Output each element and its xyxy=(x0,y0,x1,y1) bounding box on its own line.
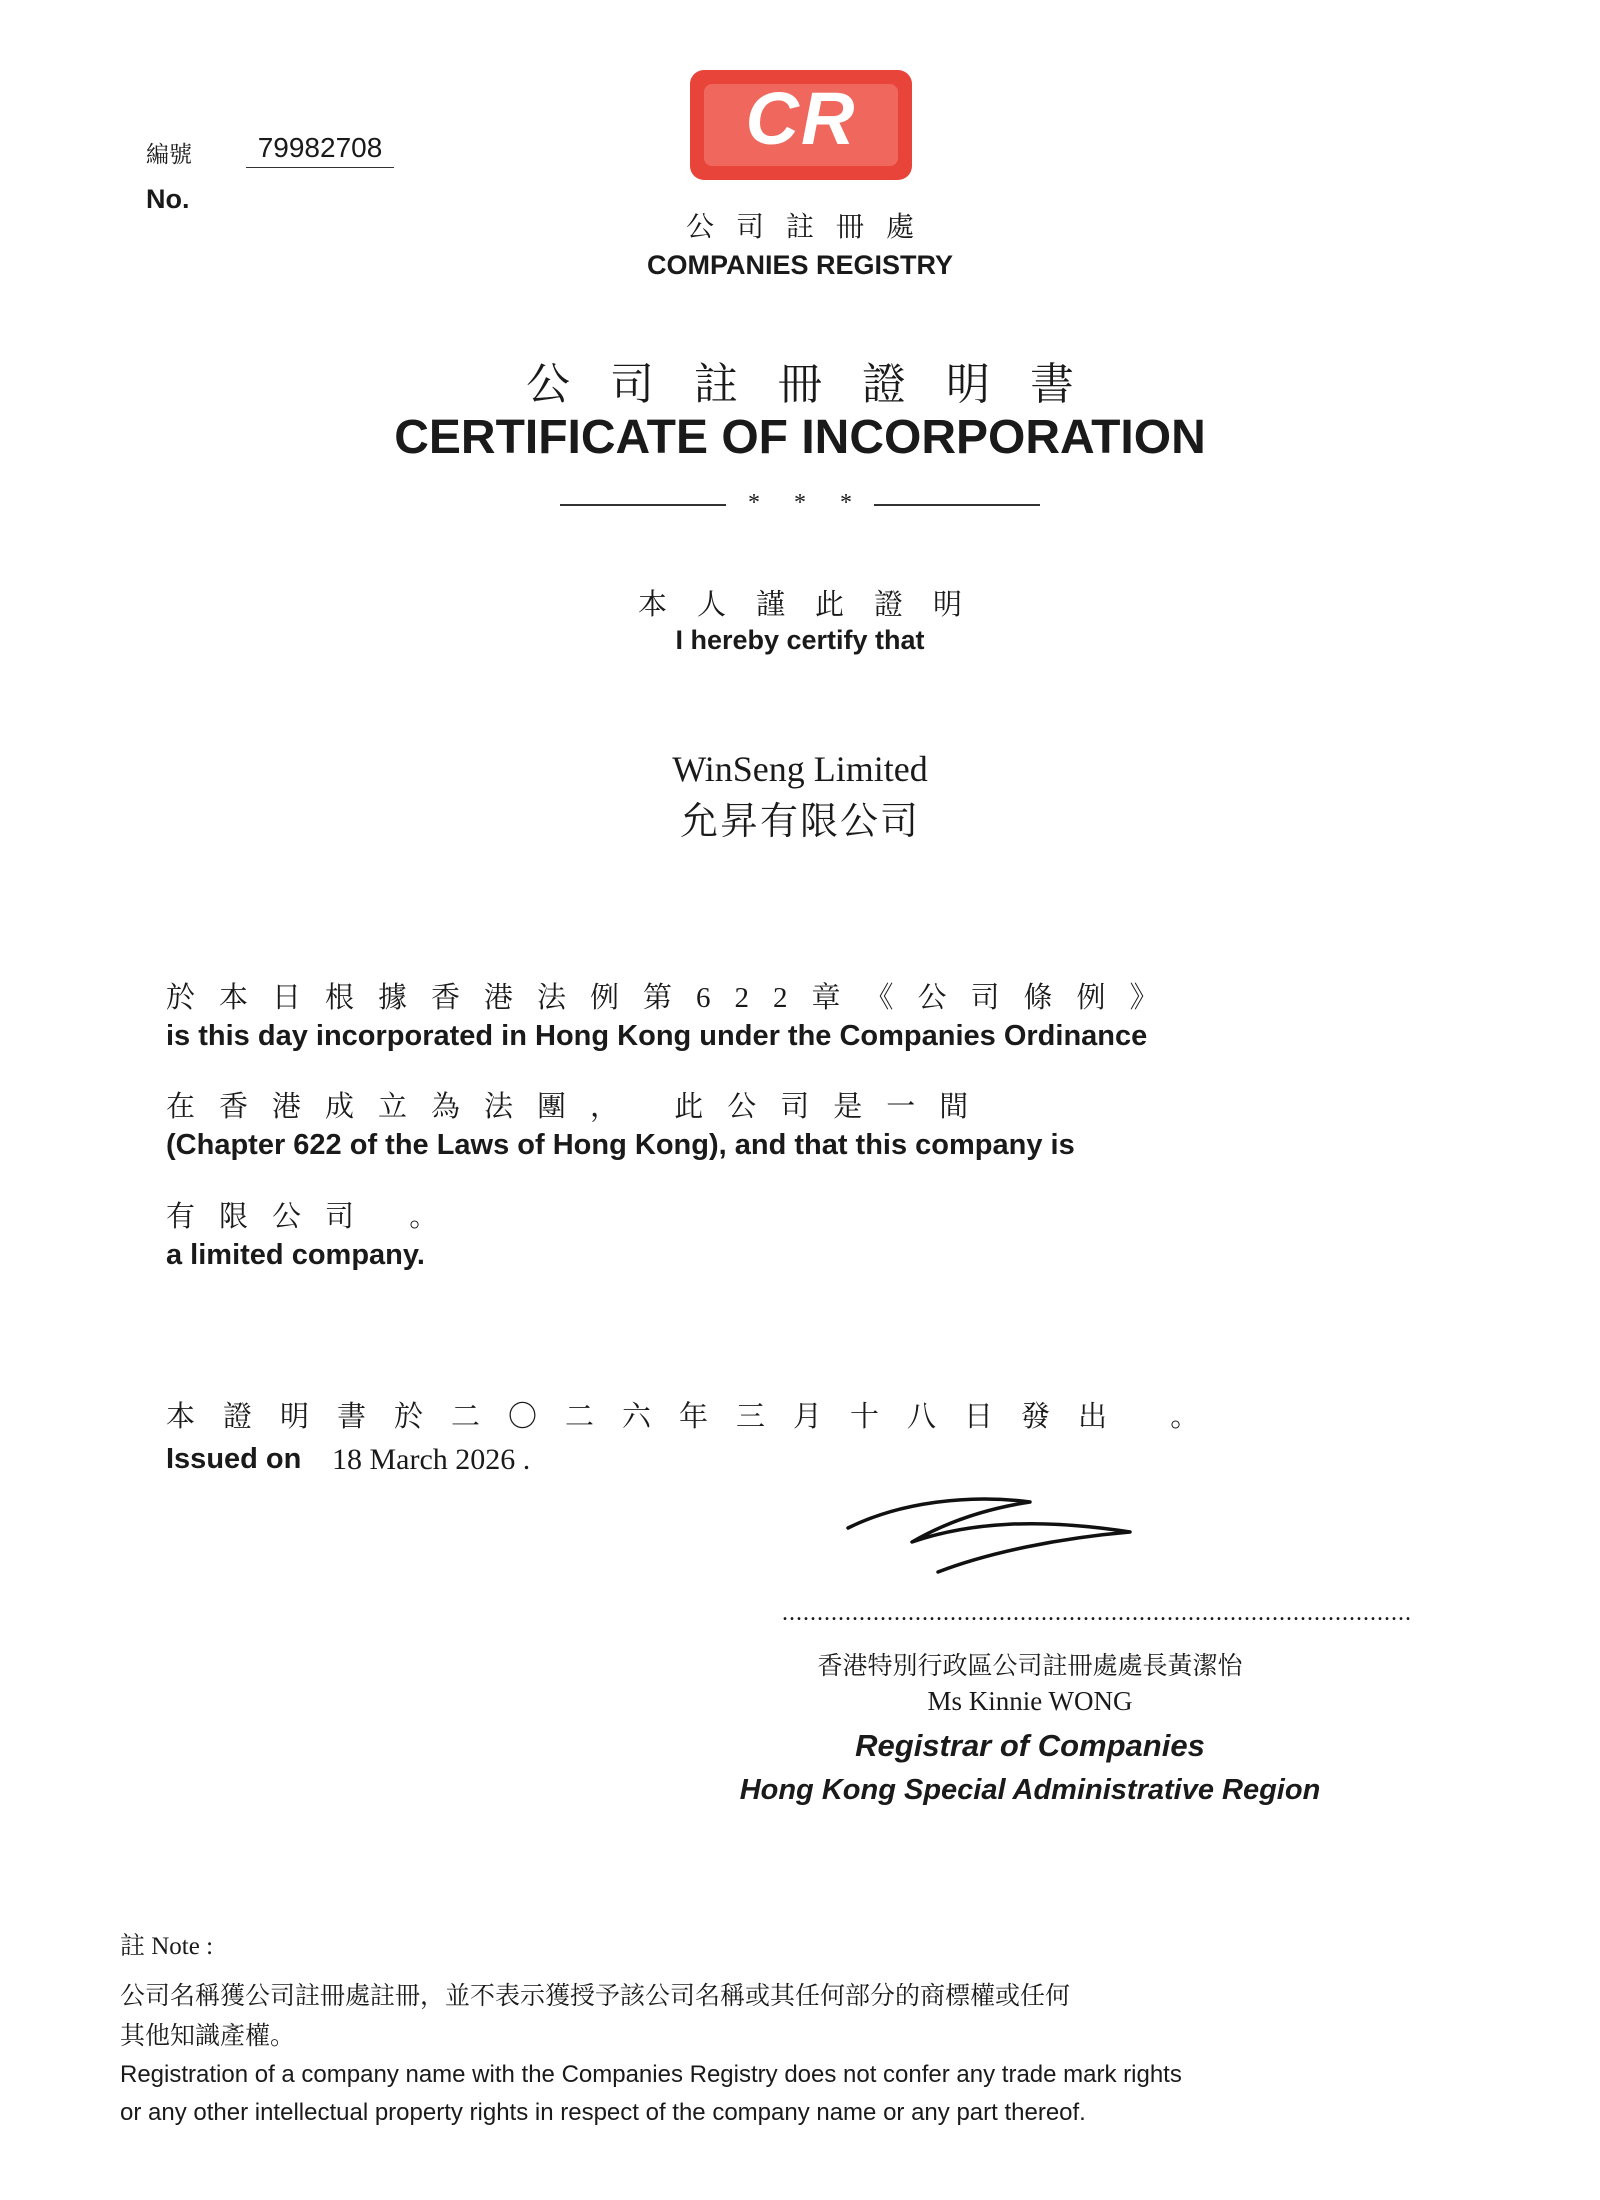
companies-registry-logo xyxy=(690,70,912,180)
registry-name-zh: 公司註冊處 xyxy=(685,212,936,243)
body-line1-en: is this day incorporated in Hong Kong under the Companies Ordinance xyxy=(166,1020,1148,1052)
registrar-signature xyxy=(840,1480,1160,1590)
body-line3-en: a limited company. xyxy=(166,1239,425,1271)
certificate-number: 79982708 xyxy=(246,132,394,168)
body-line2-zh: 在香港成立為法團， 此公司是一間 xyxy=(166,1091,993,1123)
signature-line: .......................................................................................... xyxy=(782,1600,1412,1626)
divider-rule-right xyxy=(874,504,1040,506)
note-label: 註 Note : xyxy=(120,1933,214,1960)
issued-label-en: Issued on xyxy=(166,1443,302,1475)
ornamental-divider xyxy=(0,490,1600,520)
logo-text: CR xyxy=(745,77,857,160)
registrar-name-zh: 香港特別行政區公司註冊處處長黃潔怡 xyxy=(817,1653,1243,1680)
registrar-region: Hong Kong Special Administrative Region xyxy=(739,1774,1321,1806)
note-text-en-line2: or any other intellectual property rights in respect of the company name or any part thereof. xyxy=(120,2099,1086,2126)
certificate-title-en: CERTIFICATE OF INCORPORATION xyxy=(394,411,1206,464)
note-text-en-line1: Registration of a company name with the Companies Registry does not confer any trade mark rights xyxy=(120,2061,1182,2088)
company-name-en: WinSeng Limited xyxy=(672,749,928,789)
number-label-zh: 編號 xyxy=(146,142,192,167)
certify-statement-zh: 本人謹此證明 xyxy=(637,589,992,621)
company-name-zh: 允昇有限公司 xyxy=(679,801,920,843)
note-text-zh-line2: 其他知識產權。 xyxy=(120,2023,296,2050)
note-text-zh-line1: 公司名稱獲公司註冊處註冊，並不表示獲授予該公司名稱或其任何部分的商標權或任何 xyxy=(120,1983,1071,2010)
registrar-title: Registrar of Companies xyxy=(855,1728,1205,1763)
body-line2-en: (Chapter 622 of the Laws of Hong Kong), and that this company is xyxy=(166,1129,1075,1161)
certificate-title-zh: 公司註冊證明書 xyxy=(526,360,1114,409)
registry-name-en: COMPANIES REGISTRY xyxy=(646,250,954,280)
issued-statement-zh: 本證明書於二〇二六年三月十八日發出 。 xyxy=(166,1401,1228,1433)
certify-statement-en: I hereby certify that xyxy=(675,625,925,655)
body-line1-zh: 於本日根據香港法例第622章《公司條例》 xyxy=(166,982,1183,1014)
number-label-en: No. xyxy=(146,184,190,214)
divider-stars: * * * xyxy=(748,490,866,516)
issued-date: 18 March 2026 . xyxy=(332,1443,531,1476)
body-line3-zh: 有限公司 。 xyxy=(166,1201,463,1233)
registrar-name-en: Ms Kinnie WONG xyxy=(927,1686,1133,1716)
